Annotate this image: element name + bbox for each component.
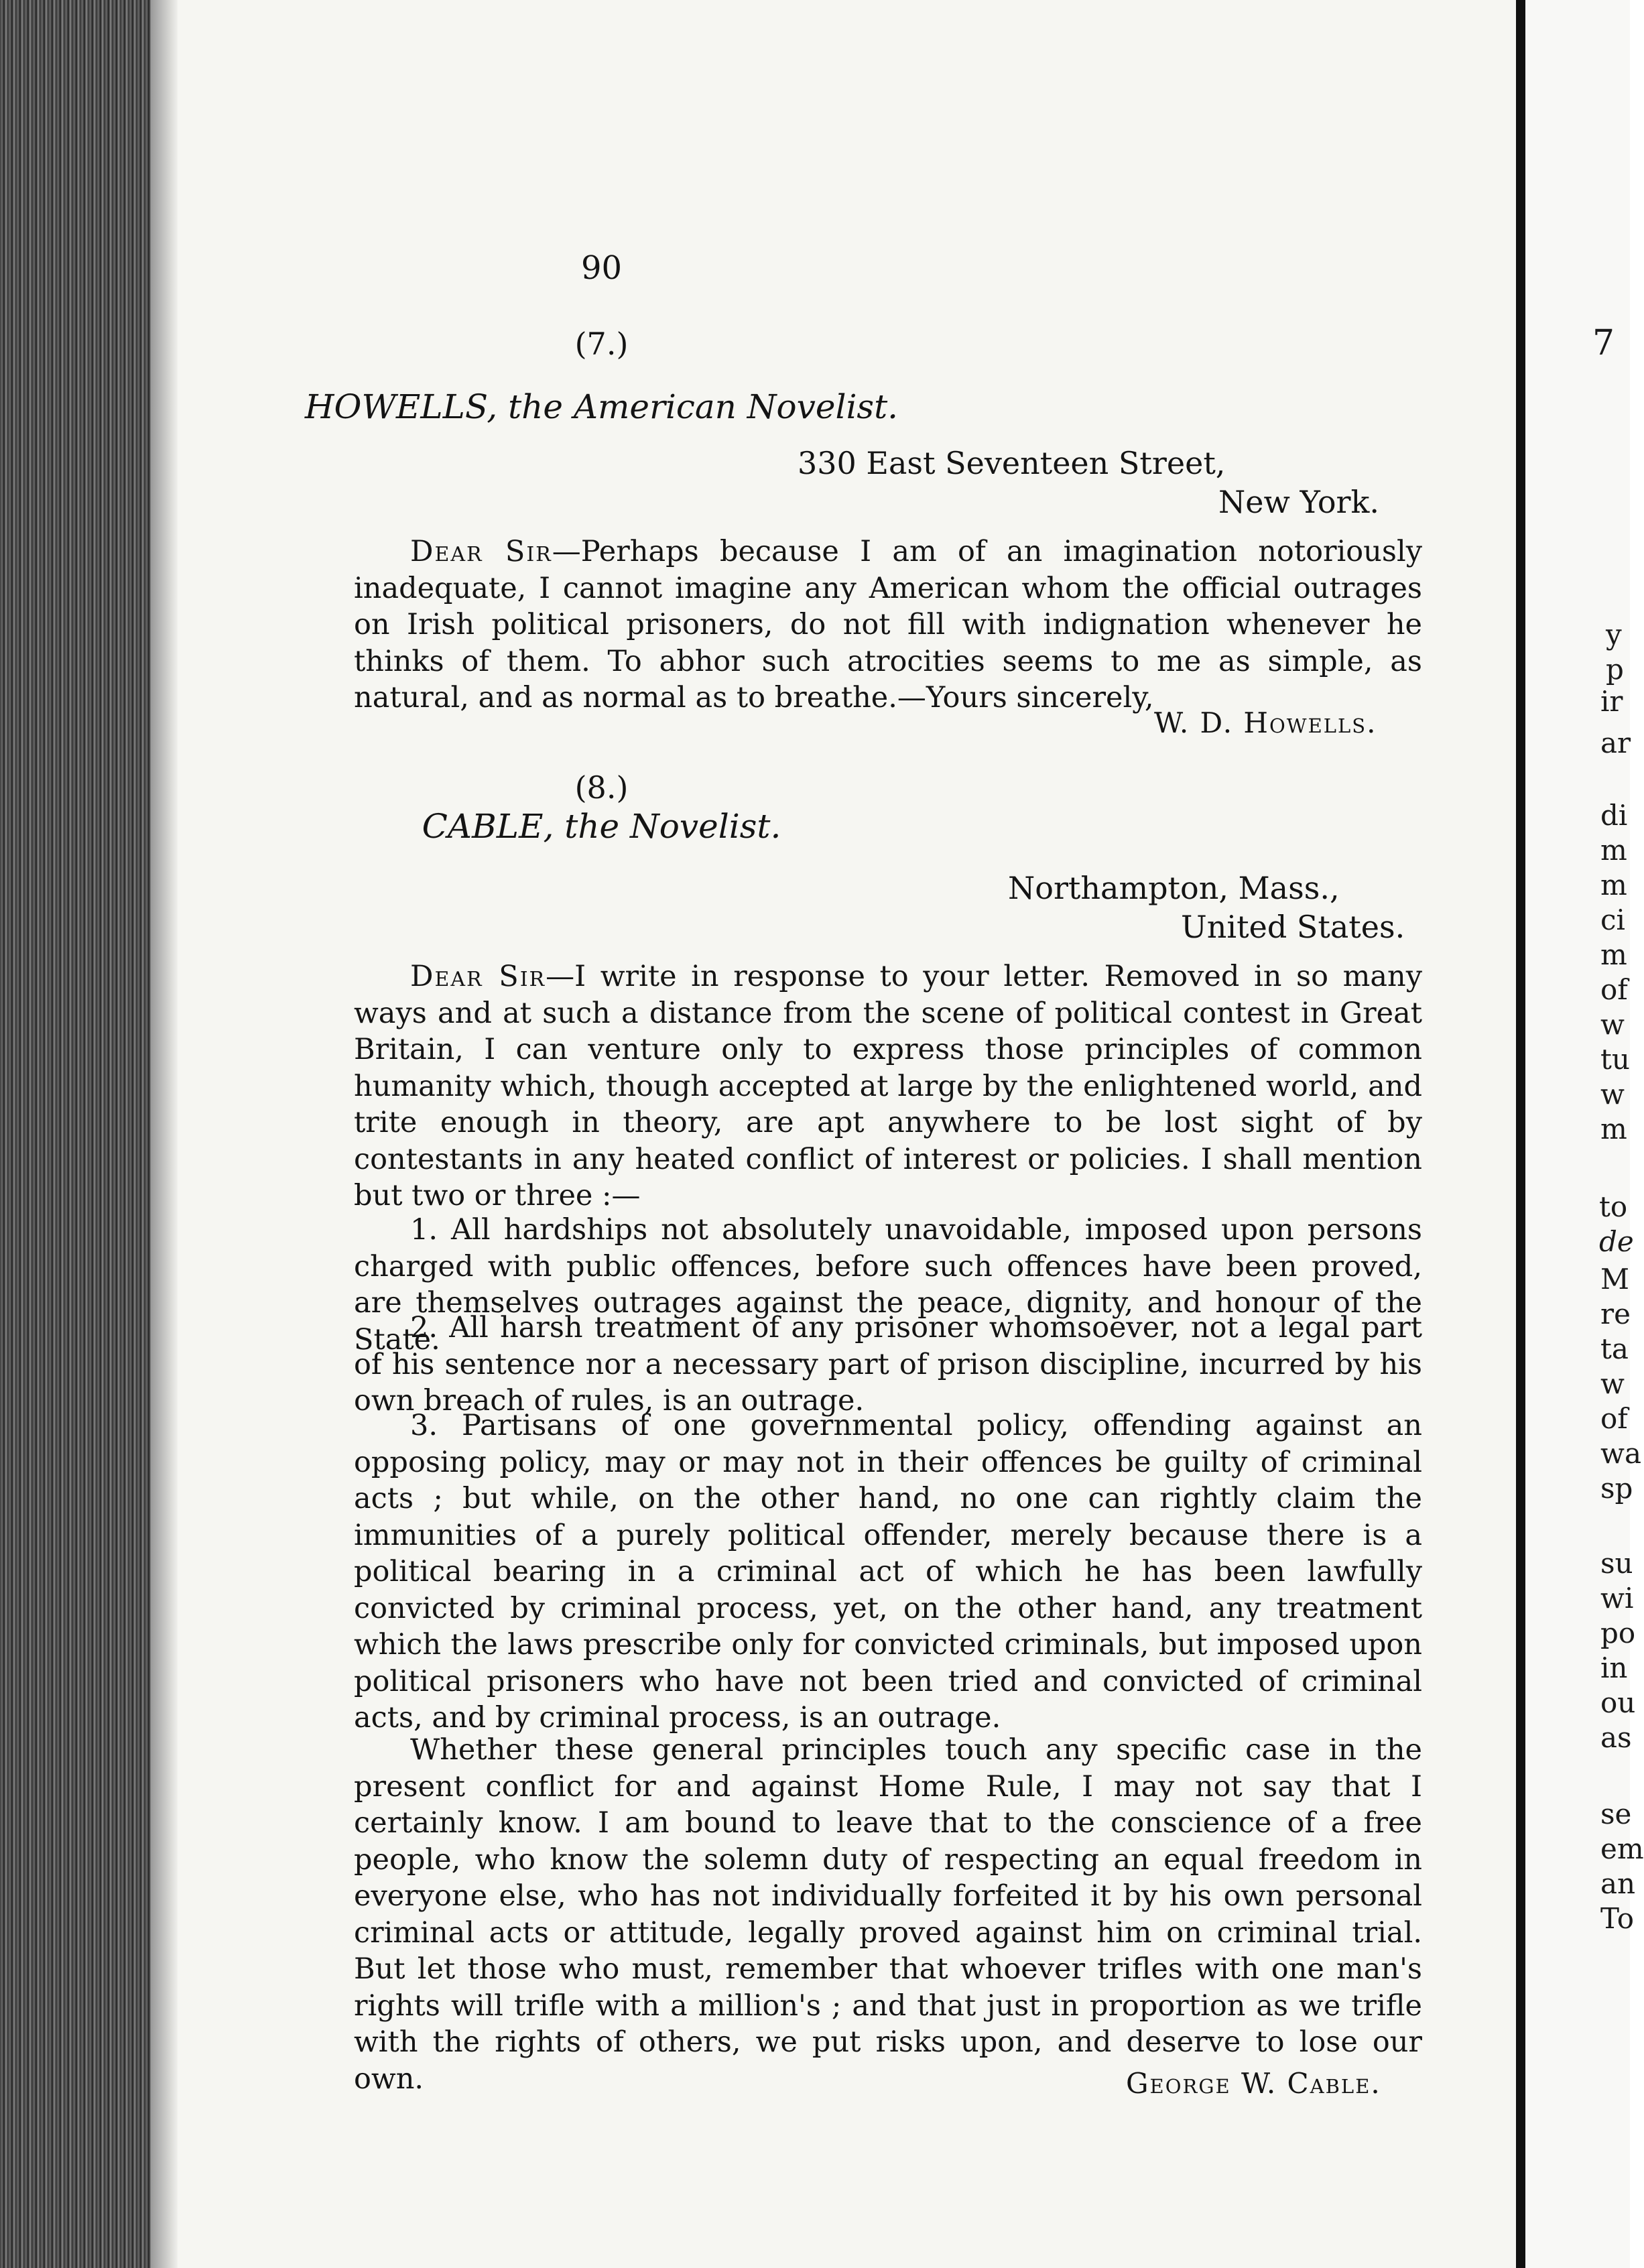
facing-page-text-fragment: de <box>1599 1225 1634 1258</box>
facing-page-text-fragment: m <box>1600 869 1627 901</box>
facing-page-text-fragment: sp <box>1600 1472 1633 1505</box>
facing-page-text-fragment: ci <box>1600 903 1625 936</box>
facing-page-text-fragment: wi <box>1600 1582 1634 1615</box>
letter-8-salutation: Dear Sir <box>410 960 546 993</box>
facing-page-text-fragment: di <box>1600 799 1628 832</box>
facing-page-text-fragment: To <box>1600 1902 1635 1935</box>
letter-7-heading: HOWELLS, the American Novelist. <box>304 387 899 426</box>
letter-8-point-1: 1. All hardships not absolutely unavoidable, imposed upon persons charged with public offences, before such offences have been proved, are themselves outrages against the peace, dignity, and honour of the State. <box>354 1213 1422 1357</box>
letter-8-point-2: 2. All harsh treatment of any prisoner whomsoever, not a legal part of his sentence nor a necessary part of prison discipline, incurred by his own breach of rules, is an outrage. <box>354 1311 1422 1418</box>
facing-page-fragment <box>1525 0 1644 2268</box>
letter-8-point-3: 3. Partisans of one governmental policy, offending against an opposing policy, may or may not in their offences be guilty of criminal acts ; but while, on the other hand, no one can rightly claim the immunities of a purely political offender, merely because there is a political bearing in a criminal act of which he has been lawfully convicted by criminal process, yet, on the other hand, any treatment which the laws prescribe only for convicted criminals, but imposed upon political prisoners who have not been tried and convicted of criminal acts, and by criminal process, is an outrage. <box>354 1409 1422 1735</box>
letter-8-intro <box>354 958 1422 1214</box>
letter-8-heading: CABLE, the Novelist. <box>422 807 781 846</box>
book-gutter <box>1516 0 1525 2268</box>
facing-page-text-fragment: em <box>1600 1832 1644 1865</box>
facing-page-text-fragment: as <box>1600 1721 1632 1754</box>
facing-page-text-fragment: ar <box>1600 727 1631 759</box>
letter-8-number: (8.) <box>574 769 629 806</box>
letter-7-signature: W. D. Howells. <box>1154 706 1377 739</box>
facing-page-text-fragment: p <box>1606 653 1624 686</box>
facing-page-text-fragment: of <box>1600 1402 1628 1435</box>
facing-page-text-fragment: wa <box>1600 1437 1641 1470</box>
facing-page-text-fragment: an <box>1600 1867 1636 1900</box>
facing-page-text-fragment: m <box>1600 834 1627 867</box>
facing-page-text-fragment: y <box>1606 618 1622 651</box>
facing-page-text-fragment: tu <box>1600 1043 1630 1076</box>
letter-8-address-country: United States. <box>1181 909 1405 945</box>
facing-page-text-fragment: po <box>1600 1617 1636 1649</box>
letter-8-closing: Whether these general principles touch any specific case in the present conflict for and against Home Rule, I may not say that I certainly know. I am bound to leave that to the conscience of a free people, who know the solemn duty of respecting an equal freedom in everyone else, who has not individually forfeited it by his own personal criminal acts or attitude, legally proved against him on criminal trial. But let those who must, remember that whoever trifles with one man's rights will trifle with a million's ; and that just in proportion as we trifle with the rights of others, we put risks upon, and deserve to lose our own. <box>354 1733 1422 2096</box>
facing-page-text-fragment: su <box>1600 1547 1633 1580</box>
facing-page-text-fragment: ou <box>1600 1686 1636 1719</box>
letter-7-body <box>354 533 1422 716</box>
facing-page-text-fragment: re <box>1600 1298 1631 1330</box>
letter-7-salutation: Dear Sir <box>410 535 552 568</box>
facing-page-text-fragment: m <box>1600 938 1627 971</box>
letter-7-address-city: New York. <box>1218 484 1380 520</box>
facing-page-text-fragment: m <box>1600 1113 1627 1145</box>
facing-page-text-fragment: se <box>1600 1798 1632 1830</box>
facing-page-text-fragment: w <box>1600 1367 1625 1400</box>
facing-page-text-fragment: to <box>1599 1190 1628 1223</box>
facing-page-text-fragment: ta <box>1600 1332 1629 1365</box>
letter-7-address-street: 330 East Seventeen Street, <box>798 445 1226 481</box>
letter-8-signature: George W. Cable. <box>1126 2067 1381 2100</box>
letter-8-address-town: Northampton, Mass., <box>1008 870 1340 906</box>
page-number: 90 <box>580 249 623 287</box>
letter-7-text: —Perhaps because I am of an imagination notoriously inadequate, I cannot imagine any American whom the official outrages on Irish political prisoners, do not fill with indignation whenever he thinks of them. To abhor such atrocities seems to me as simple, as natural, and as normal as to breathe.—Yours sincerely, <box>354 535 1422 714</box>
facing-page-text-fragment: 7 <box>1592 323 1615 363</box>
letter-7-number: (7.) <box>574 326 629 362</box>
letter-8-intro-text: —I write in response to your letter. Removed in so many ways and at such a distance from the scene of political contest in Great Britain, I can venture only to express those principles of common humanity which, though accepted at large by the enlightened world, and trite enough in theory, are apt anywhere to be lost sight of by contestants in any heated conflict of interest or policies. I shall mention but two or three :— <box>354 960 1422 1212</box>
facing-page-text-fragment: M <box>1600 1263 1630 1296</box>
facing-page-text-fragment: w <box>1600 1008 1625 1041</box>
facing-page-text-fragment: ir <box>1600 685 1623 718</box>
facing-page-text-fragment: w <box>1600 1078 1625 1111</box>
facing-page-text-fragment: of <box>1600 973 1628 1006</box>
facing-page-text-fragment: in <box>1600 1651 1628 1684</box>
